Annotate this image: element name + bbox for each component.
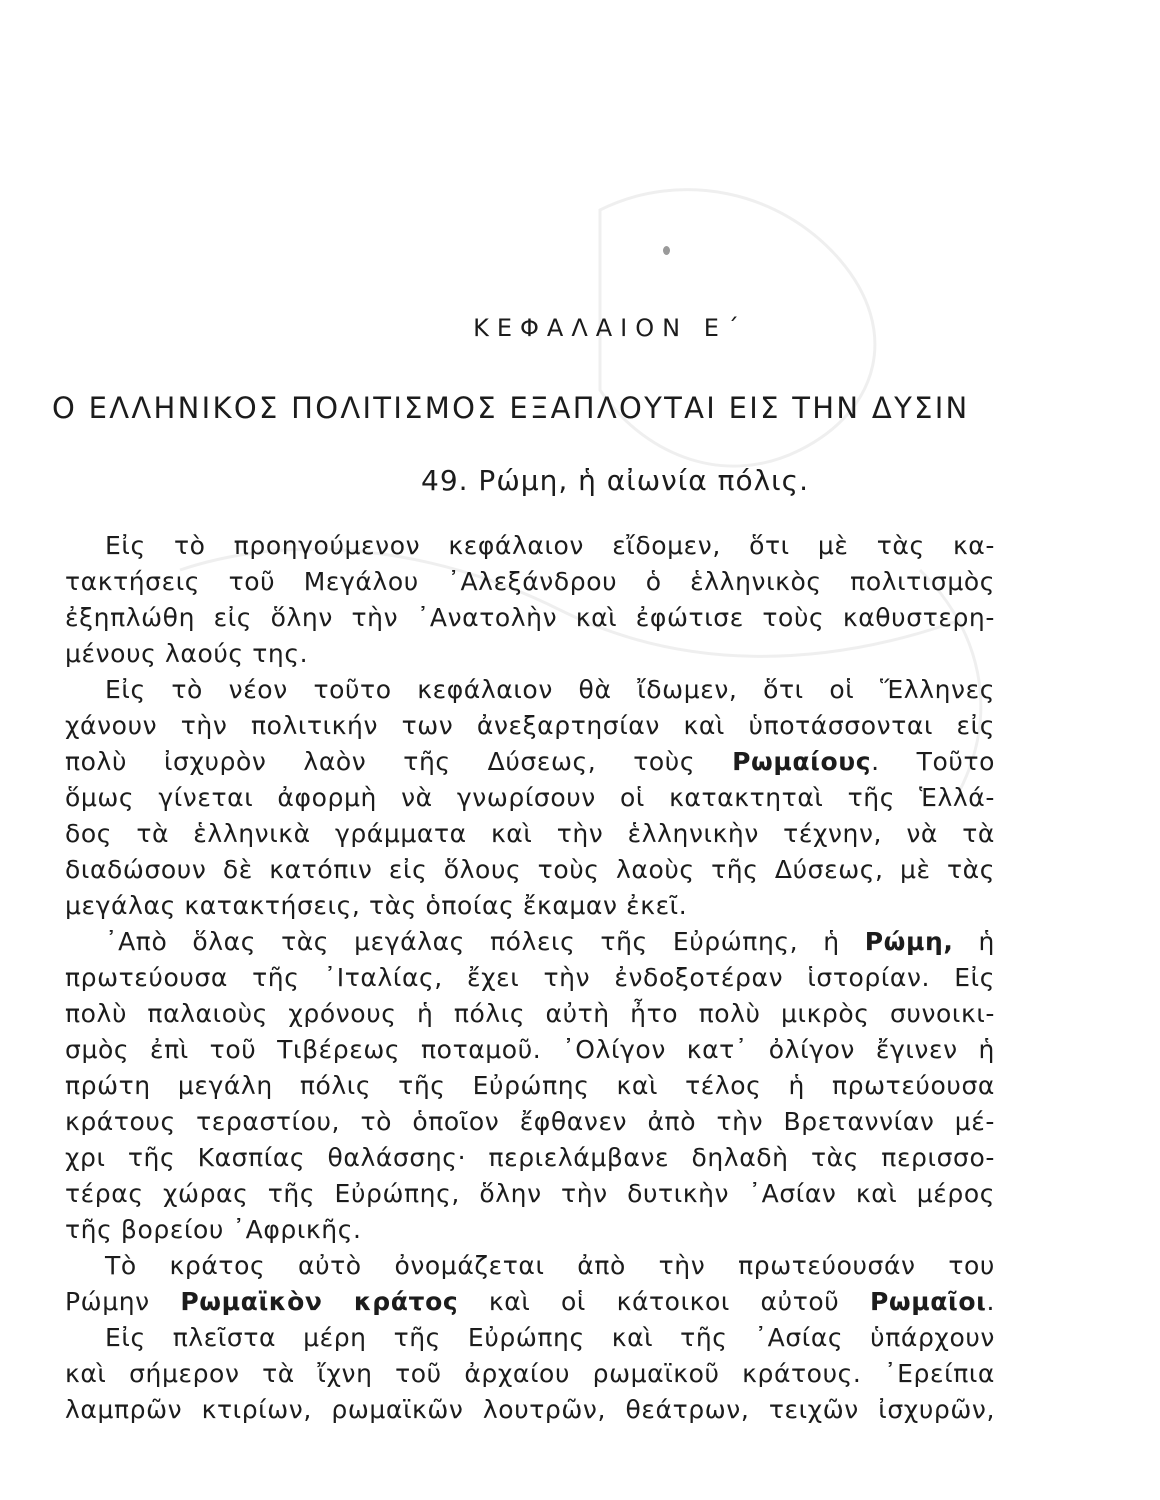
text-line: λαμπρῶν κτιρίων, ρωμαϊκῶν λουτρῶν, θεάτρων, τειχῶν ἰσχυρῶν, [65, 1395, 995, 1424]
chapter-label: ΚΕΦΑΛΑΙΟΝ Ε΄ [473, 314, 747, 342]
text-line: Ρώμην Ρωμαϊκὸν κράτος καὶ οἱ κάτοικοι αὐτοῦ Ρωμαῖοι. [65, 1287, 995, 1316]
text-line: τακτήσεις τοῦ Μεγάλου ᾿Αλεξάνδρου ὁ ἑλληνικὸς πολιτισμὸς [65, 567, 995, 596]
text-line: πρώτη μεγάλη πόλις τῆς Εὐρώπης καὶ τέλος ἡ πρωτεύουσα [65, 1071, 995, 1100]
text-line: πολὺ ἰσχυρὸν λαὸν τῆς Δύσεως, τοὺς Ρωμαίους. Τοῦτο [65, 747, 995, 776]
text-line: σμὸς ἐπὶ τοῦ Τιβέρεως ποταμοῦ. ᾿Ολίγον κατ᾿ ὀλίγον ἔγινεν ἡ [65, 1035, 995, 1064]
text-line: μένους λαούς της. [65, 639, 309, 668]
text-line: ἐξηπλώθη εἰς ὅλην τὴν ᾿Ανατολὴν καὶ ἐφώτισε τοὺς καθυστερη- [65, 603, 995, 632]
text-line: Εἰς τὸ νέον τοῦτο κεφάλαιον θὰ ἴδωμεν, ὅτι οἱ Ἕλληνες [105, 675, 995, 704]
text-line: τῆς βορείου ᾿Αφρικῆς. [65, 1215, 362, 1244]
emphasis-term: Ρωμαῖοι [869, 1287, 987, 1316]
ink-speck [663, 246, 670, 255]
text-line: διαδώσουν δὲ κατόπιν εἰς ὅλους τοὺς λαοὺς τῆς Δύσεως, μὲ τὰς [65, 855, 995, 884]
emphasis-term: Ρωμαίους [732, 747, 872, 776]
text-line: χάνουν τὴν πολιτικήν των ἀνεξαρτησίαν καὶ ὑποτάσσονται εἰς [65, 711, 995, 740]
text-line: πρωτεύουσα τῆς ᾿Ιταλίας, ἔχει τὴν ἐνδοξοτέραν ἱστορίαν. Εἰς [65, 963, 995, 992]
emphasis-term: Ρώμη, [864, 927, 954, 956]
text-line: μεγάλας κατακτήσεις, τὰς ὁποίας ἔκαμαν ἐκεῖ. [65, 891, 688, 920]
chapter-title: Ο ΕΛΛΗΝΙΚΟΣ ΠΟΛΙΤΙΣΜΟΣ ΕΞΑΠΛΟΥΤΑΙ ΕΙΣ ΤΗΝ ΔΥΣΙΝ [52, 391, 970, 425]
text-line: Εἰς πλεῖστα μέρη τῆς Εὐρώπης καὶ τῆς ᾿Ασίας ὑπάρχουν [105, 1323, 995, 1352]
text-line: ᾿Απὸ ὅλας τὰς μεγάλας πόλεις τῆς Εὐρώπης, ἡ Ρώμη, ἡ [105, 927, 995, 956]
text-line: καὶ σήμερον τὰ ἴχνη τοῦ ἀρχαίου ρωμαϊκοῦ κράτους. ᾿Ερείπια [65, 1359, 995, 1388]
emphasis-term: Ρωμαϊκὸν κράτος [180, 1287, 459, 1316]
text-line: κράτους τεραστίου, τὸ ὁποῖον ἔφθανεν ἀπὸ τὴν Βρεταννίαν μέ- [65, 1107, 995, 1136]
section-heading: 49. Ρώμη, ἡ αἰωνία πόλις. [421, 464, 809, 497]
text-line: Εἰς τὸ προηγούμενον κεφάλαιον εἴδομεν, ὅτι μὲ τὰς κα- [105, 531, 995, 560]
text-line: ὅμως γίνεται ἀφορμὴ νὰ γνωρίσουν οἱ κατακτηταὶ τῆς Ἑλλά- [65, 783, 995, 812]
text-line: πολὺ παλαιοὺς χρόνους ἡ πόλις αὐτὴ ἦτο πολὺ μικρὸς συνοικι- [65, 999, 995, 1028]
text-line: χρι τῆς Κασπίας θαλάσσης· περιελάμβανε δηλαδὴ τὰς περισσο- [65, 1143, 995, 1172]
body-text [65, 528, 995, 1428]
text-line: Τὸ κράτος αὐτὸ ὀνομάζεται ἀπὸ τὴν πρωτεύουσάν του [105, 1251, 995, 1280]
text-line: τέρας χώρας τῆς Εὐρώπης, ὅλην τὴν δυτικὴν ᾿Ασίαν καὶ μέρος [65, 1179, 995, 1208]
text-line: δος τὰ ἑλληνικὰ γράμματα καὶ τὴν ἑλληνικὴν τέχνην, νὰ τὰ [65, 819, 995, 848]
